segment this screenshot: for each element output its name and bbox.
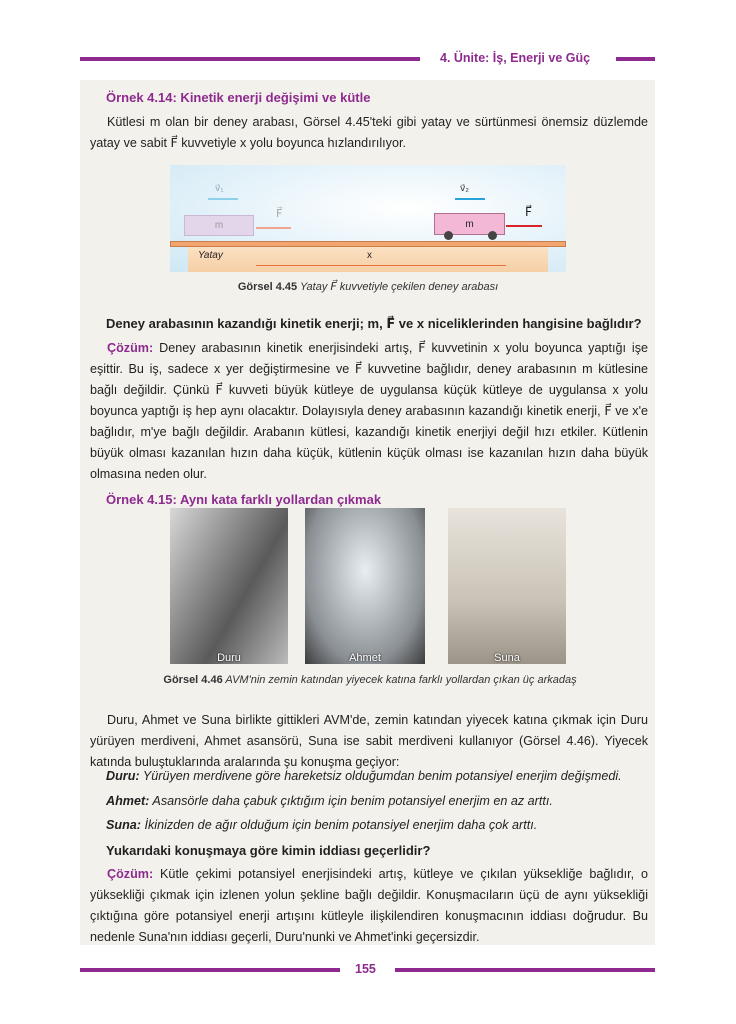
question: Yukarıdaki konuşmaya göre kimin iddiası geçerlidir?: [106, 843, 431, 858]
solution: [90, 338, 648, 485]
caption-number: Görsel 4.45: [237, 281, 298, 293]
example-title: Örnek 4.14: Kinetik enerji değişimi ve kütle: [106, 90, 371, 105]
photo-stairs: [448, 508, 566, 664]
example-intro: Duru, Ahmet ve Suna birlikte gittikleri AVM'de, zemin katından yiyecek katına çıkmak için Duru yürüyen merdiveni, Ahmet asansörü, Suna ise sabit merdiveni kullanıyor (Görsel 4.46). Yiyecek katında buluştuklarında aralarında şu konuşma geçiyor:: [90, 713, 648, 769]
page-number: 155: [355, 962, 376, 976]
solution-text: Deney arabasının kinetik enerjisindeki artış, F⃗ kuvvetinin x yolu boyunca yaptığı işe eşittir. Bu iş, sadece x yer değiştirmesine ve F⃗ kuvvetine bağlıdır, deney arabasının m kütlesine bağlı değildir. Çünkü F⃗ kuvveti büyük kütleye de uygulansa küçük kütleye de uygulansa x yolu boyunca yaptığı iş hep aynı olacaktır. Dolayısıyla deney arabasının kazandığı kinetik enerji, F⃗ ve x'e bağlıdır, m'ye bağlı değildir. Arabanın kütlesi, kazandığı kinetik enerjiyi değil hızı etkiler. Kütlenin büyük olması kazanılan hızın daha küçük, kütlenin küçük olması ise kazanılan hızın daha büyük olmasına neden olur.: [90, 341, 648, 481]
surface-label: Yatay: [198, 250, 223, 261]
photo-elevator: [305, 508, 425, 664]
speaker: Suna:: [106, 818, 141, 832]
cart-end: m: [434, 213, 505, 235]
v1-label: v⃗₁: [215, 183, 224, 193]
distance-arrow: [256, 265, 506, 266]
header-rule-left: [80, 57, 420, 61]
photo-label: Ahmet: [349, 652, 381, 664]
caption-text: Yatay F⃗ kuvvetiyle çekilen deney arabası: [297, 281, 499, 293]
force-label-start: F⃗: [276, 208, 283, 220]
header-rule-right: [616, 57, 655, 61]
force-label-end: F⃗: [525, 205, 532, 219]
example-title: Örnek 4.15: Aynı kata farklı yollardan çıkmak: [106, 492, 382, 507]
example-intro: Kütlesi m olan bir deney arabası, Görsel 4.45'teki gibi yatay ve sürtünmesi önemsiz düzlemde yatay ve sabit F⃗ kuvvetiyle x yolu boyunca hızlandırılıyor.: [90, 115, 648, 150]
force-arrow-start: [256, 227, 291, 229]
cart-start: m: [184, 215, 254, 236]
distance-label: x: [367, 250, 372, 261]
dialogue-text: Yürüyen merdivene göre hareketsiz olduğumdan benim potansiyel enerjim değişmedi.: [139, 769, 622, 783]
dialogue-line: [106, 769, 622, 783]
figure-caption: [170, 280, 566, 293]
solution-text: Kütle çekimi potansiyel enerjisindeki artış, kütleye ve çıkılan yüksekliğe bağlıdır, o yüksekliği çıkmak için izlenen yolun şekline bağlı değildir. Konuşmacıların üçü de aynı yüksekliği çıktığına göre potansiyel enerji artışını kütleyle ilişkilendiren konuşmacının iddiası doğrudur. Bu nedenle Suna'nın iddiası geçerli, Duru'nunki ve Ahmet'inki geçersizdir.: [90, 867, 648, 944]
v2-arrow: [455, 198, 485, 200]
wheel: [488, 231, 497, 240]
photo-escalator: [170, 508, 288, 664]
dialogue-line: [106, 818, 537, 832]
dialogue-line: [106, 794, 553, 808]
solution-label: Çözüm:: [107, 867, 154, 881]
footer-rule-left: [80, 968, 340, 972]
caption-number: Görsel 4.46: [163, 674, 223, 686]
v1-arrow: [208, 198, 238, 200]
force-arrow-end: [506, 225, 542, 227]
question: Deney arabasının kazandığı kinetik enerji; m, F⃗ ve x niceliklerinden hangisine bağlıdır?: [106, 316, 642, 331]
solution-label: Çözüm:: [107, 341, 154, 355]
speaker: Duru:: [106, 769, 140, 783]
dialogue-text: İkinizden de ağır olduğum için benim potansiyel enerjim daha çok arttı.: [140, 818, 538, 832]
unit-title: 4. Ünite: İş, Enerji ve Güç: [440, 51, 591, 65]
figure-caption: [100, 674, 640, 686]
caption-text: AVM'nin zemin katından yiyecek katına farklı yollardan çıkan üç arkadaş: [222, 674, 577, 686]
v2-label: v⃗₂: [460, 183, 469, 193]
photo-label: Duru: [217, 652, 241, 664]
dialogue-text: Asansörle daha çabuk çıktığım için benim potansiyel enerjim en az arttı.: [149, 794, 553, 808]
speaker: Ahmet:: [106, 794, 150, 808]
cart-figure: [170, 165, 566, 272]
solution: [90, 864, 648, 948]
wheel: [444, 231, 453, 240]
photo-label: Suna: [494, 652, 520, 664]
footer-rule-right: [395, 968, 655, 972]
